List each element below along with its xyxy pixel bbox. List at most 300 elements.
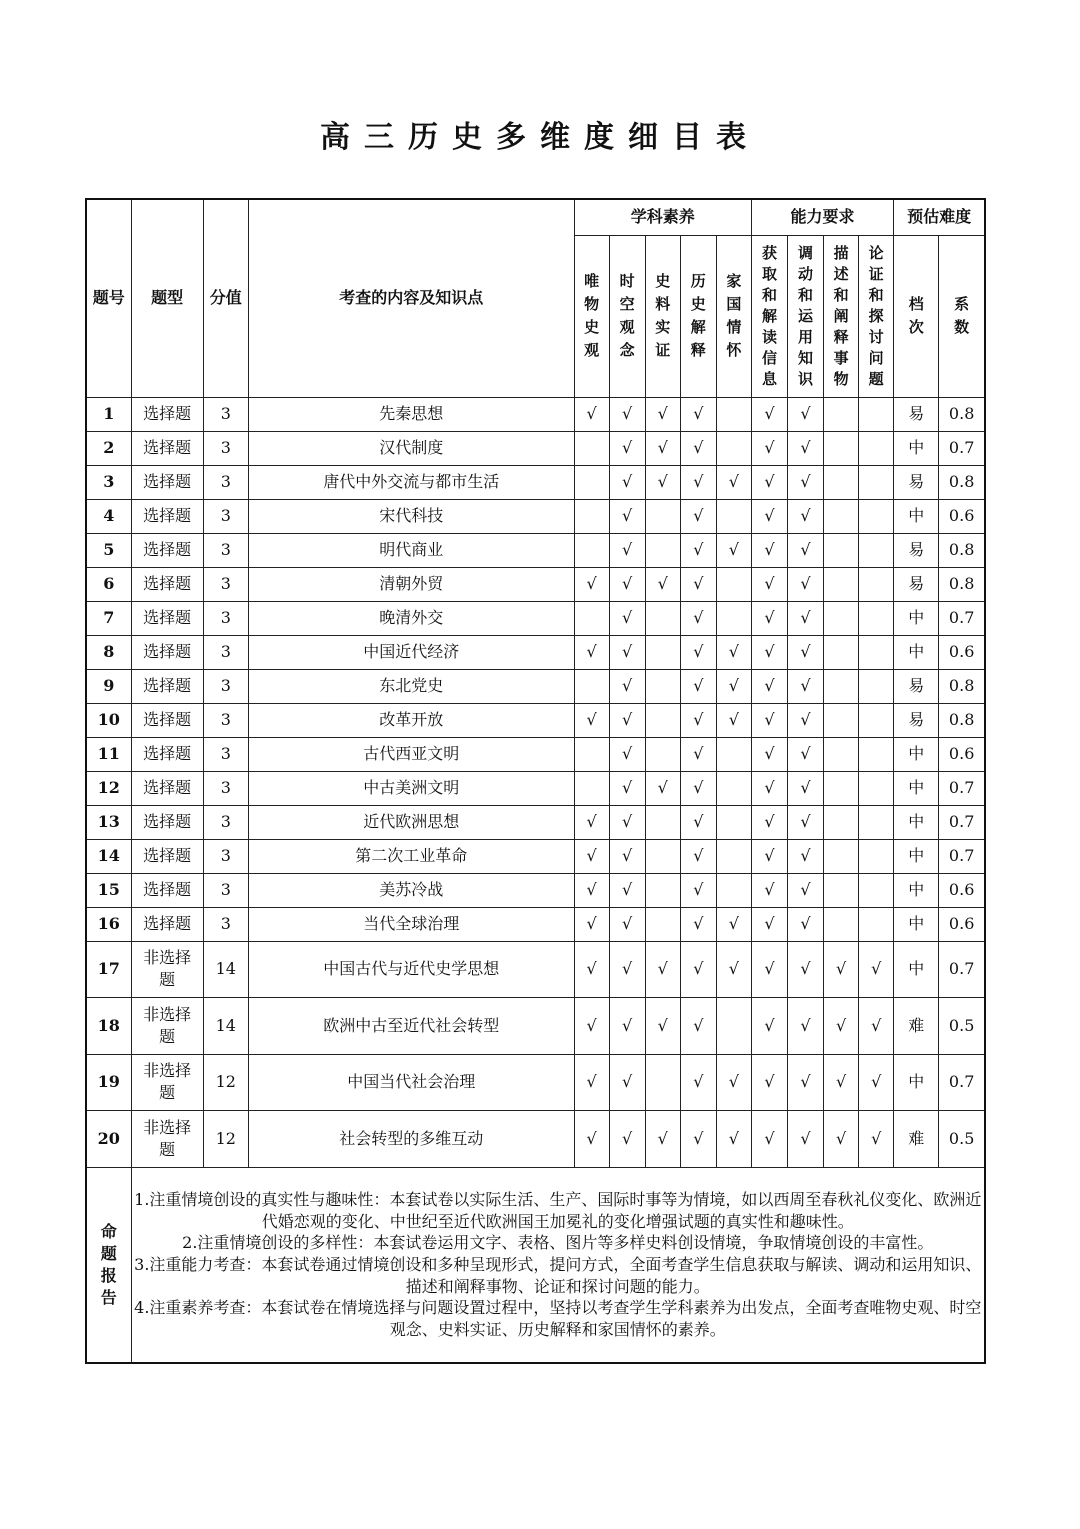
cell-coef: 0.7 [939, 771, 985, 805]
check-mark: √ [764, 880, 775, 900]
cell-mark [609, 601, 645, 635]
cell-mark [824, 635, 859, 669]
check-mark: √ [622, 608, 633, 628]
cell-mark [859, 907, 894, 941]
table-row [86, 635, 985, 669]
check-mark: √ [764, 472, 775, 492]
header-ability-label: 描述和阐释事物 [833, 243, 849, 388]
check-mark: √ [586, 642, 597, 662]
cell-mark [824, 941, 859, 998]
table-row [86, 941, 985, 998]
check-mark: √ [693, 642, 704, 662]
cell-no: 16 [86, 907, 131, 941]
cell-mark [716, 805, 751, 839]
cell-content: 宋代科技 [248, 499, 574, 533]
check-mark: √ [764, 1128, 775, 1148]
check-mark: √ [800, 846, 811, 866]
table-row [86, 907, 985, 941]
check-mark: √ [622, 1072, 633, 1092]
cell-type [131, 533, 203, 567]
check-mark: √ [764, 959, 775, 979]
cell-mark [751, 397, 787, 431]
check-mark: √ [693, 914, 704, 934]
cell-type-label: 非选择题 [143, 948, 192, 990]
cell-type [131, 465, 203, 499]
cell-coef: 0.8 [939, 703, 985, 737]
cell-content: 中国当代社会治理 [248, 1054, 574, 1111]
cell-mark [859, 1054, 894, 1111]
check-mark: √ [657, 778, 668, 798]
cell-score: 3 [203, 873, 248, 907]
header-literacy-label: 家国情怀 [726, 272, 742, 359]
cell-no: 4 [86, 499, 131, 533]
cell-mark [680, 839, 716, 873]
cell-mark [751, 499, 787, 533]
check-mark: √ [622, 959, 633, 979]
cell-mark [751, 998, 787, 1055]
cell-mark [645, 499, 680, 533]
cell-level: 易 [894, 533, 939, 567]
cell-no: 18 [86, 998, 131, 1055]
cell-level: 中 [894, 873, 939, 907]
header-ability-label: 获取和解读信息 [761, 243, 777, 388]
cell-mark [645, 771, 680, 805]
cell-coef: 0.7 [939, 941, 985, 998]
cell-mark [716, 533, 751, 567]
cell-mark [824, 737, 859, 771]
cell-content: 晚清外交 [248, 601, 574, 635]
check-mark: √ [728, 1128, 739, 1148]
cell-level: 易 [894, 703, 939, 737]
cell-no: 20 [86, 1111, 131, 1168]
cell-mark [716, 737, 751, 771]
cell-mark [609, 669, 645, 703]
check-mark: √ [835, 959, 847, 979]
check-mark: √ [622, 710, 633, 730]
cell-type [131, 601, 203, 635]
cell-mark [645, 431, 680, 465]
cell-mark [751, 533, 787, 567]
check-mark: √ [622, 846, 633, 866]
check-mark: √ [728, 914, 739, 934]
header-no: 题号 [86, 199, 131, 397]
cell-no: 9 [86, 669, 131, 703]
cell-level: 易 [894, 669, 939, 703]
check-mark: √ [728, 472, 739, 492]
header-ability-group: 能力要求 [751, 199, 893, 235]
report-item: 3.注重能力考查：本套试卷通过情境创设和多种呈现形式，提问方式，全面考查学生信息获取与解读、调动和运用知识、描述和阐释事物、论证和探讨问题的能力。 [134, 1254, 982, 1296]
table-row [86, 431, 985, 465]
cell-mark [645, 998, 680, 1055]
check-mark: √ [622, 914, 633, 934]
check-mark: √ [693, 846, 704, 866]
cell-type [131, 703, 203, 737]
check-mark: √ [800, 540, 811, 560]
cell-mark [787, 839, 823, 873]
check-mark: √ [693, 506, 704, 526]
cell-level: 中 [894, 601, 939, 635]
cell-score: 3 [203, 771, 248, 805]
cell-mark [609, 635, 645, 669]
cell-mark [609, 737, 645, 771]
cell-mark [609, 998, 645, 1055]
cell-mark [859, 601, 894, 635]
cell-mark [787, 998, 823, 1055]
cell-mark [824, 1111, 859, 1168]
cell-type-label: 选择题 [143, 914, 192, 934]
cell-mark [645, 907, 680, 941]
header-ability-3 [859, 235, 894, 397]
cell-type-label: 选择题 [143, 438, 192, 458]
cell-mark [574, 499, 609, 533]
check-mark: √ [800, 1072, 811, 1092]
cell-mark [859, 839, 894, 873]
cell-level: 难 [894, 998, 939, 1055]
cell-mark [824, 805, 859, 839]
cell-mark [824, 601, 859, 635]
cell-no: 3 [86, 465, 131, 499]
cell-mark [574, 737, 609, 771]
cell-score: 3 [203, 499, 248, 533]
cell-content: 改革开放 [248, 703, 574, 737]
cell-mark [787, 533, 823, 567]
check-mark: √ [693, 710, 704, 730]
cell-mark [716, 771, 751, 805]
header-coef [939, 235, 985, 397]
check-mark: √ [586, 959, 597, 979]
table-row [86, 601, 985, 635]
check-mark: √ [693, 404, 704, 424]
check-mark: √ [693, 676, 704, 696]
cell-type-label: 选择题 [143, 880, 192, 900]
cell-mark [645, 805, 680, 839]
check-mark: √ [622, 676, 633, 696]
report-item: 2.注重情境创设的多样性：本套试卷运用文字、表格、图片等多样史料创设情境，争取情境创设的丰富性。 [182, 1233, 934, 1253]
cell-type-label: 非选择题 [143, 1004, 192, 1046]
check-mark: √ [586, 914, 597, 934]
check-mark: √ [622, 642, 633, 662]
check-mark: √ [800, 506, 811, 526]
cell-mark [859, 805, 894, 839]
cell-mark [574, 998, 609, 1055]
check-mark: √ [728, 959, 739, 979]
cell-type [131, 1111, 203, 1168]
cell-mark [574, 1054, 609, 1111]
cell-mark [824, 465, 859, 499]
cell-mark [824, 669, 859, 703]
check-mark: √ [800, 914, 811, 934]
check-mark: √ [800, 744, 811, 764]
cell-coef: 0.8 [939, 397, 985, 431]
cell-content: 唐代中外交流与都市生活 [248, 465, 574, 499]
cell-score: 3 [203, 533, 248, 567]
cell-mark [574, 601, 609, 635]
cell-content: 中国古代与近代史学思想 [248, 941, 574, 998]
header-type: 题型 [131, 199, 203, 397]
cell-mark [787, 1111, 823, 1168]
cell-mark [716, 635, 751, 669]
cell-no: 6 [86, 567, 131, 601]
cell-mark [645, 873, 680, 907]
header-literacy-3 [680, 235, 716, 397]
cell-type-label: 选择题 [143, 676, 192, 696]
check-mark: √ [586, 880, 597, 900]
cell-mark [824, 533, 859, 567]
header-literacy-0 [574, 235, 609, 397]
header-level [894, 235, 939, 397]
cell-coef: 0.7 [939, 805, 985, 839]
cell-mark [680, 907, 716, 941]
cell-mark [824, 771, 859, 805]
cell-mark [574, 533, 609, 567]
cell-mark [680, 465, 716, 499]
report-label-cell [86, 1167, 131, 1363]
cell-type [131, 567, 203, 601]
cell-mark [859, 669, 894, 703]
cell-coef: 0.6 [939, 873, 985, 907]
cell-score: 3 [203, 669, 248, 703]
cell-mark [609, 703, 645, 737]
check-mark: √ [764, 404, 775, 424]
cell-mark [787, 941, 823, 998]
check-mark: √ [622, 574, 633, 594]
cell-content: 社会转型的多维互动 [248, 1111, 574, 1168]
cell-mark [680, 1111, 716, 1168]
check-mark: √ [764, 574, 775, 594]
check-mark: √ [586, 574, 597, 594]
check-mark: √ [622, 540, 633, 560]
check-mark: √ [657, 438, 668, 458]
check-mark: √ [728, 710, 739, 730]
check-mark: √ [586, 710, 597, 730]
cell-mark [716, 1111, 751, 1168]
cell-mark [645, 941, 680, 998]
check-mark: √ [586, 1128, 597, 1148]
header-literacy-2 [645, 235, 680, 397]
cell-mark [609, 533, 645, 567]
cell-no: 17 [86, 941, 131, 998]
check-mark: √ [835, 1128, 847, 1148]
cell-mark [716, 601, 751, 635]
check-mark: √ [800, 404, 811, 424]
cell-content: 清朝外贸 [248, 567, 574, 601]
cell-mark [716, 998, 751, 1055]
cell-mark [680, 635, 716, 669]
check-mark: √ [622, 778, 633, 798]
cell-mark [680, 669, 716, 703]
cell-level: 易 [894, 397, 939, 431]
header-row-groups [86, 199, 985, 235]
cell-mark [574, 941, 609, 998]
check-mark: √ [764, 608, 775, 628]
cell-mark [751, 431, 787, 465]
cell-mark [645, 567, 680, 601]
cell-mark [824, 839, 859, 873]
cell-mark [645, 703, 680, 737]
check-mark: √ [622, 1128, 633, 1148]
cell-coef: 0.7 [939, 601, 985, 635]
cell-level: 中 [894, 1054, 939, 1111]
cell-mark [751, 805, 787, 839]
cell-content: 汉代制度 [248, 431, 574, 465]
cell-mark [609, 873, 645, 907]
check-mark: √ [764, 812, 775, 832]
cell-type [131, 941, 203, 998]
cell-mark [716, 567, 751, 601]
report-row [86, 1167, 985, 1363]
table-row [86, 771, 985, 805]
check-mark: √ [764, 642, 775, 662]
report-label: 命题报告 [100, 1221, 117, 1307]
cell-mark [716, 465, 751, 499]
check-mark: √ [835, 1015, 847, 1035]
cell-score: 3 [203, 465, 248, 499]
cell-mark [824, 499, 859, 533]
cell-mark [680, 998, 716, 1055]
cell-mark [609, 465, 645, 499]
cell-type-label: 选择题 [143, 608, 192, 628]
cell-mark [751, 907, 787, 941]
cell-mark [645, 601, 680, 635]
cell-mark [787, 771, 823, 805]
cell-type [131, 499, 203, 533]
cell-mark [716, 1054, 751, 1111]
check-mark: √ [693, 472, 704, 492]
cell-coef: 0.6 [939, 499, 985, 533]
cell-coef: 0.8 [939, 533, 985, 567]
header-difficulty-group: 预估难度 [894, 199, 985, 235]
cell-mark [680, 737, 716, 771]
cell-type [131, 737, 203, 771]
cell-mark [645, 397, 680, 431]
cell-type [131, 805, 203, 839]
check-mark: √ [764, 744, 775, 764]
check-mark: √ [800, 778, 811, 798]
cell-coef: 0.5 [939, 1111, 985, 1168]
cell-level: 中 [894, 941, 939, 998]
cell-no: 10 [86, 703, 131, 737]
cell-content: 当代全球治理 [248, 907, 574, 941]
cell-mark [609, 1111, 645, 1168]
check-mark: √ [800, 959, 811, 979]
cell-level: 中 [894, 839, 939, 873]
check-mark: √ [693, 744, 704, 764]
cell-mark [787, 907, 823, 941]
cell-mark [574, 397, 609, 431]
cell-score: 12 [203, 1111, 248, 1168]
check-mark: √ [622, 506, 633, 526]
check-mark: √ [693, 540, 704, 560]
cell-content: 东北党史 [248, 669, 574, 703]
header-ability-1 [787, 235, 823, 397]
cell-mark [859, 873, 894, 907]
header-coef-label: 系数 [954, 295, 970, 336]
cell-mark [859, 567, 894, 601]
cell-mark [645, 465, 680, 499]
cell-mark [787, 703, 823, 737]
cell-level: 中 [894, 907, 939, 941]
cell-type-label: 选择题 [143, 812, 192, 832]
cell-mark [680, 499, 716, 533]
cell-level: 易 [894, 567, 939, 601]
cell-content: 美苏冷战 [248, 873, 574, 907]
cell-content: 古代西亚文明 [248, 737, 574, 771]
cell-score: 3 [203, 567, 248, 601]
table-row [86, 839, 985, 873]
cell-mark [824, 567, 859, 601]
cell-type-label: 选择题 [143, 574, 192, 594]
check-mark: √ [657, 472, 668, 492]
cell-level: 中 [894, 635, 939, 669]
check-mark: √ [693, 812, 704, 832]
cell-coef: 0.7 [939, 839, 985, 873]
check-mark: √ [764, 710, 775, 730]
cell-level: 中 [894, 771, 939, 805]
cell-mark [645, 533, 680, 567]
table-row [86, 703, 985, 737]
cell-type [131, 998, 203, 1055]
check-mark: √ [693, 1015, 704, 1035]
cell-coef: 0.5 [939, 998, 985, 1055]
check-mark: √ [693, 1128, 704, 1148]
cell-mark [859, 465, 894, 499]
check-mark: √ [693, 880, 704, 900]
header-literacy-label: 时空观念 [619, 272, 635, 359]
cell-type [131, 397, 203, 431]
cell-mark [574, 771, 609, 805]
header-literacy-label: 史料实证 [655, 272, 671, 359]
table-row [86, 499, 985, 533]
cell-score: 14 [203, 941, 248, 998]
cell-mark [574, 465, 609, 499]
cell-mark [609, 431, 645, 465]
cell-coef: 0.6 [939, 737, 985, 771]
cell-coef: 0.7 [939, 1054, 985, 1111]
cell-mark [859, 431, 894, 465]
cell-mark [859, 533, 894, 567]
cell-type [131, 907, 203, 941]
header-ability-label: 论证和探讨问题 [868, 243, 884, 388]
table-row [86, 805, 985, 839]
check-mark: √ [764, 438, 775, 458]
check-mark: √ [871, 959, 882, 979]
cell-mark [574, 1111, 609, 1168]
cell-score: 3 [203, 601, 248, 635]
cell-coef: 0.8 [939, 567, 985, 601]
cell-mark [859, 703, 894, 737]
check-mark: √ [764, 778, 775, 798]
check-mark: √ [871, 1128, 882, 1148]
header-ability-0 [751, 235, 787, 397]
check-mark: √ [800, 574, 811, 594]
cell-mark [609, 771, 645, 805]
cell-no: 19 [86, 1054, 131, 1111]
cell-mark [859, 998, 894, 1055]
header-ability-2 [824, 235, 859, 397]
cell-score: 3 [203, 703, 248, 737]
cell-type-label: 选择题 [143, 404, 192, 424]
cell-mark [716, 703, 751, 737]
check-mark: √ [800, 608, 811, 628]
header-content: 考查的内容及知识点 [248, 199, 574, 397]
table-row [86, 397, 985, 431]
cell-no: 2 [86, 431, 131, 465]
check-mark: √ [693, 778, 704, 798]
cell-no: 8 [86, 635, 131, 669]
cell-level: 中 [894, 805, 939, 839]
cell-type-label: 选择题 [143, 744, 192, 764]
cell-mark [680, 1054, 716, 1111]
